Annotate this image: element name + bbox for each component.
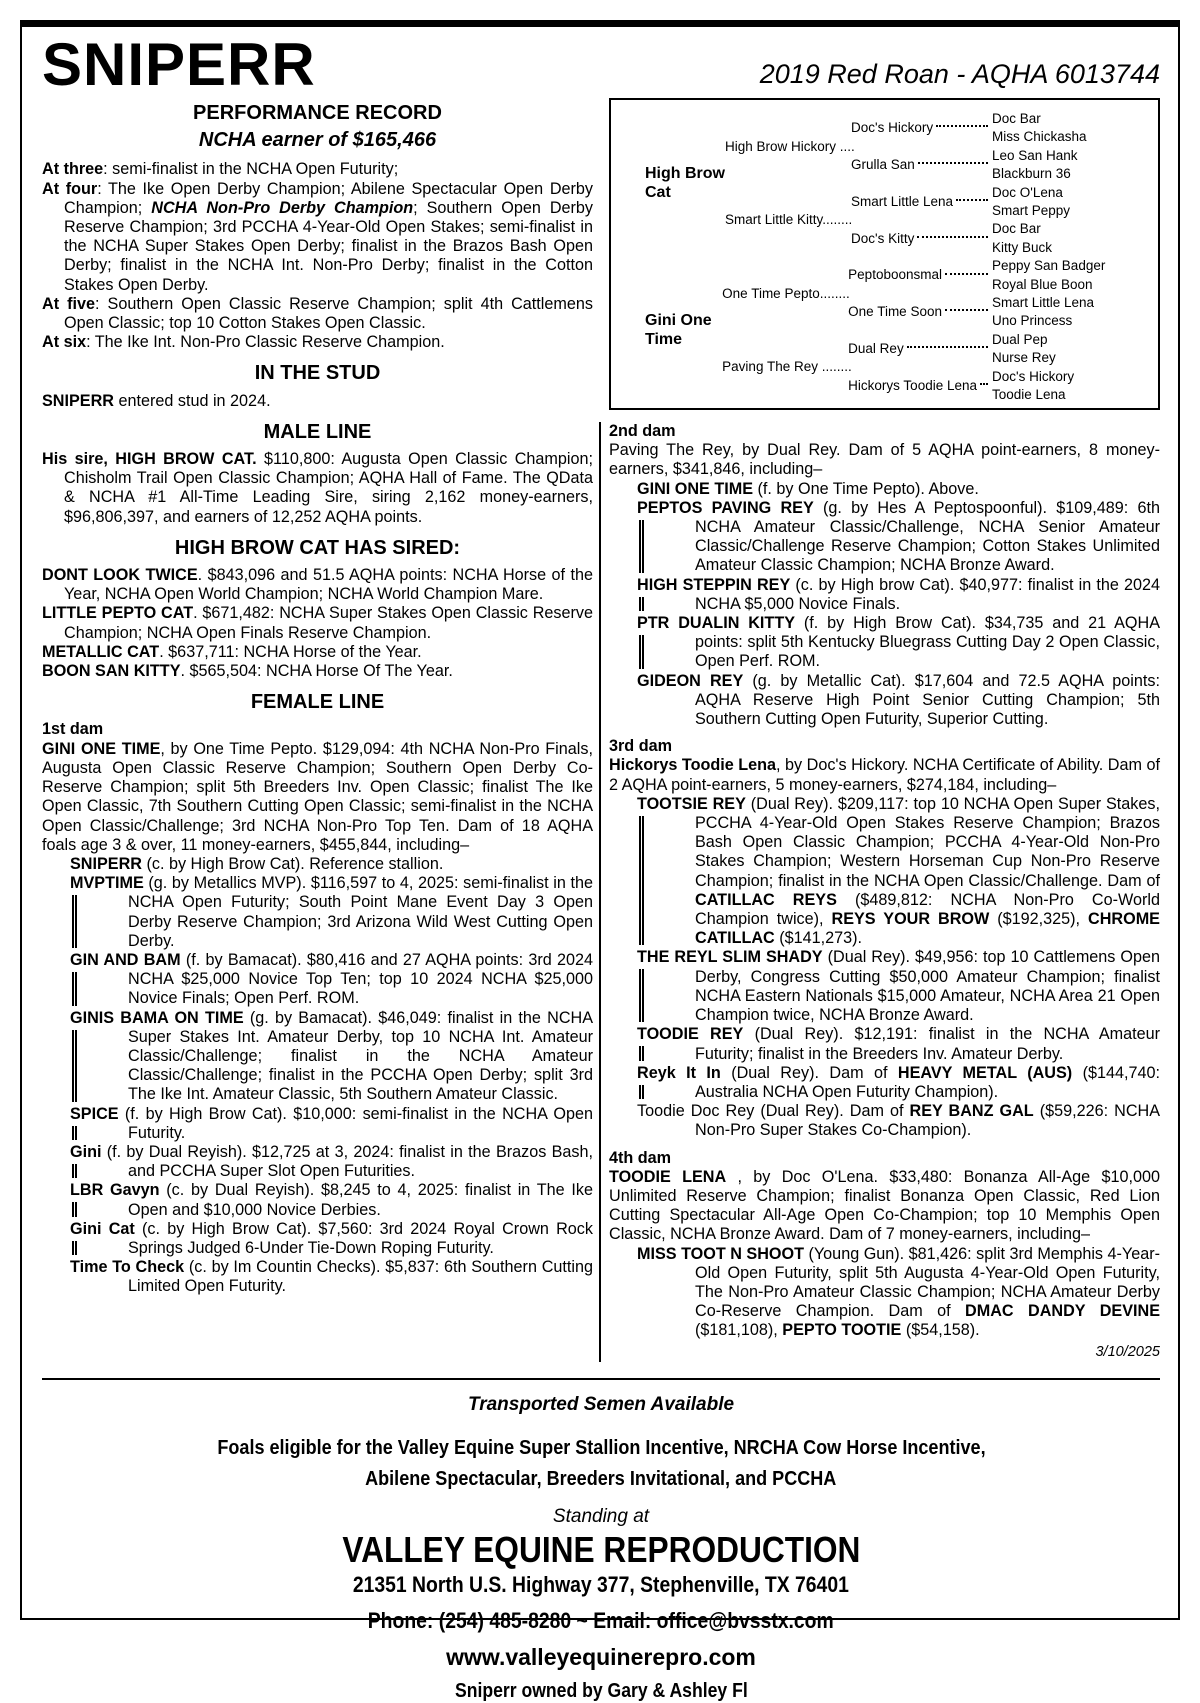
farm-address — [42, 1572, 1160, 1598]
pedigree-gen3-column — [848, 331, 1152, 405]
stud-text: SNIPERR entered stud in 2024. — [42, 391, 271, 410]
performance-heading: PERFORMANCE RECORD — [193, 102, 442, 124]
dam3-intro: Hickorys Toodie Lena, by Doc's Hickory. NCHA Certificate of Ability. Dam of 2 AQHA point-earners, 5 money-earners, $274,184, including– — [609, 756, 1160, 794]
footer — [42, 1394, 1160, 1703]
offspring-entry: Reyk It In (Dual Rey). Dam of HEAVY METAL (AUS) ($144,740: Australia NCHA Open Futurity Champion). — [609, 1064, 1160, 1102]
pedigree-name — [851, 220, 992, 257]
pedigree-gen3-block — [848, 331, 1152, 368]
pedigree-name: Miss Chickasha — [992, 129, 1087, 145]
performance-item: At four: The Ike Open Derby Champion; Abilene Spectacular Open Derby Champion; NCHA Non-Pro Derby Champion; Southern Open Derby Reserve Champion; 3rd PCCHA 4-Year-Old Open Stakes; semi-finalist in the NCHA Super Stakes Open Derby; finalist in the Brazos Bash Open Derby; finalist in the NCHA Int. Non-Pro Derby; finalist in the Cotton Stakes Open Derby. — [42, 179, 594, 294]
farm-address-text: 21351 North U.S. Highway 377, Stephenville, TX 76401 — [352, 1571, 850, 1597]
dam3-offspring — [609, 795, 1160, 1141]
offspring-entry: SPICE (f. by High Brow Cat). $10,000: semi-finalist in the NCHA Open Futurity. — [42, 1105, 593, 1143]
pedigree-gen3-block — [848, 294, 1152, 331]
pedigree-gen3-block — [851, 147, 1152, 184]
pedigree-name: Paving The Rey ........ — [722, 359, 852, 375]
pedigree-half — [617, 257, 1152, 404]
eligibility-line-2: Abilene Spectacular, Breeders Invitational, and PCCHA — [365, 1466, 837, 1490]
horse-subtitle: 2019 Red Roan - AQHA 6013744 — [759, 59, 1160, 89]
pedigree-name-text: Smart Little Lena — [851, 193, 954, 209]
pedigree-name: Smart Little Lena — [992, 295, 1095, 311]
dotted-leader — [907, 346, 988, 348]
dam4-offspring — [609, 1245, 1160, 1341]
pedigree-name: Doc O'Lena — [992, 184, 1063, 200]
male-line-text: His sire, HIGH BROW CAT. $110,800: Augusta Open Classic Champion; Chisholm Trail Open Classic Champion; AQHA Hall of Fame. The QData & NCHA #1 All-Time Leading Sire, siring 2,162 money-earners, $96,806,397, and earners of 12,252 AQHA points. — [42, 450, 594, 526]
pedigree-name-text: Doc's Hickory — [851, 120, 934, 136]
horse-name: SNIPERR — [42, 31, 316, 98]
offspring-entry: MVPTIME (g. by Metallics MVP). $116,597 to 4, 2025: semi-finalist in the NCHA Open Futurity; South Point Mane Event Day 3 Open Derby Reserve Champion; 3rd Arizona Wild West Cutting Open Derby. — [42, 874, 593, 951]
dam4-intro: TOODIE LENA , by Doc O'Lena. $33,480: Bonanza All-Age $10,000 Unlimited Reserve Champion; finalist Bonanza Open Classic, Red Lion Cutting Spectacular All-Age Open Co-Champion; top 10 Memphis Open Classic, NCHA Bronze Award. Dam of 7 money-earners, including– — [609, 1167, 1160, 1244]
right-column — [609, 98, 1160, 1362]
pedigree-gen3-block — [851, 220, 1152, 257]
offspring-entry: GINI ONE TIME (f. by One Time Pepto). Above. — [609, 480, 1160, 499]
pedigree-name: Dual Pep — [992, 331, 1048, 347]
offspring-entry: GIN AND BAM (f. by Bamacat). $80,416 and 27 AQHA points: 3rd 2024 NCHA $25,000 Novice Top Ten; top 10 2024 NCHA $25,000 Novice Finals; Open Perf. ROM. — [42, 951, 593, 1009]
pedigree-gen2-block — [722, 257, 1152, 331]
pedigree-name — [851, 184, 992, 221]
pedigree-name: Toodie Lena — [992, 387, 1066, 403]
offspring-entry: TOODIE REY (Dual Rey). $12,191: finalist in the NCHA Amateur Futurity; finalist in the Breeders Inv. Amateur Derby. — [609, 1025, 1160, 1063]
owner-line-cutoff — [42, 1680, 1160, 1703]
offspring-entry: SNIPERR (c. by High Brow Cat). Reference stallion. — [42, 855, 593, 874]
website: www.valleyequinerepro.com — [446, 1643, 756, 1670]
pedigree-name — [851, 147, 992, 184]
dam4-label: 4th dam — [609, 1148, 672, 1167]
pedigree-chart — [609, 98, 1160, 410]
pedigree-name: Royal Blue Boon — [992, 276, 1093, 292]
performance-item: At six: The Ike Int. Non-Pro Classic Reserve Champion. — [42, 333, 445, 352]
stud-heading: IN THE STUD — [254, 362, 381, 385]
offspring-entry: Toodie Doc Rey (Dual Rey). Dam of REY BANZ GAL ($59,226: NCHA Non-Pro Super Stakes Co-Champion). — [637, 1102, 1160, 1140]
pedigree-name-text: One Time Soon — [848, 304, 942, 320]
male-line-heading: MALE LINE — [263, 420, 372, 443]
offspring-entry: GIDEON REY (g. by Metallic Cat). $17,604 and 72.5 AQHA points: AQHA Reserve High Point Senior Cutting Champion; 5th Southern Cutting Open Futurity, Superior Cutting. — [637, 671, 1160, 729]
divider-rule — [42, 1378, 1160, 1380]
pedigree-name — [851, 110, 992, 147]
performance-item: At five: Southern Open Classic Reserve Champion; split 4th Cattlemens Open Classic; top 10 Cotton Stakes Open Classic. — [42, 294, 593, 333]
dotted-leader — [945, 309, 988, 311]
pedigree-name: One Time Pepto........ — [722, 285, 850, 301]
pedigree-name-text: Dual Rey — [848, 341, 904, 357]
pedigree-gen2-block — [725, 110, 1152, 184]
pedigree-name-text: Grulla San — [851, 157, 915, 173]
pedigree-name-text: Peptoboonsmal — [848, 267, 942, 283]
pedigree-gen4-column — [992, 220, 1152, 257]
offspring-entry: MISS TOOT N SHOOT (Young Gun). $81,426: split 3rd Memphis 4-Year-Old Open Futurity, split 5th Augusta 4-Year-Old Open Futurity, The Non-Pro Amateur Classic Champion; NCHA Amateur Derby Co-Reserve Champion. Dam of DMAC DANDY DEVINE ($181,108), PEPTO TOOTIE ($54,158). — [637, 1244, 1161, 1340]
dotted-leader — [980, 383, 988, 385]
pedigree-half — [617, 110, 1152, 257]
offspring-entry: Time To Check (c. by Im Countin Checks). $5,837: 6th Southern Cutting Limited Open Futurity. — [70, 1258, 593, 1296]
offspring-entry: LBR Gavyn (c. by Dual Reyish). $8,245 to 4, 2025: finalist in The Ike Open and $10,000 Novice Derbies. — [42, 1181, 593, 1219]
pedigree-gen3-block — [851, 184, 1152, 221]
pedigree-name: Doc's Hickory — [992, 368, 1075, 384]
sired-item: DONT LOOK TWICE. $843,096 and 51.5 AQHA points: NCHA Horse of the Year, NCHA Open World Champion; NCHA World Champion Mare. — [42, 566, 593, 604]
sired-item: METALLIC CAT. $637,711: NCHA Horse of the Year. — [42, 642, 422, 661]
dotted-leader — [936, 125, 988, 127]
pedigree-name — [848, 257, 992, 294]
performance-subheading: NCHA earner of $165,466 — [198, 129, 437, 152]
farm-name-text: VALLEY EQUINE REPRODUCTION — [341, 1528, 861, 1570]
sired-items — [42, 566, 593, 681]
dam1-label: 1st dam — [42, 720, 104, 739]
pedigree-name: Doc Bar — [992, 111, 1041, 126]
pedigree-name: Blackburn 36 — [992, 166, 1071, 182]
pedigree-gen2-column — [725, 110, 1152, 257]
pedigree-gen3-block — [848, 257, 1152, 294]
pedigree-name: Peppy San Badger — [992, 258, 1106, 274]
pedigree-name: Doc Bar — [992, 221, 1041, 237]
dam2-intro: Paving The Rey, by Dual Rey. Dam of 5 AQHA point-earners, 8 money-earners, $341,846, including– — [609, 441, 1160, 479]
pedigree-gen4-column — [992, 368, 1152, 405]
pedigree-gen4-column — [992, 184, 1152, 221]
sired-item: BOON SAN KITTY. $565,504: NCHA Horse Of The Year. — [42, 662, 453, 681]
eligibility-line-1: Foals eligible for the Valley Equine Super Stallion Incentive, NRCHA Cow Horse Incentive, — [216, 1435, 986, 1459]
pedigree-gen2-block — [725, 184, 1152, 258]
pedigree-gen3-column — [848, 257, 1152, 331]
pedigree-gen2-column — [722, 257, 1152, 404]
pedigree-name: Uno Princess — [992, 313, 1073, 329]
pedigree-gen4-column — [992, 110, 1152, 147]
pedigree-parent-name: High Brow Cat — [645, 165, 725, 201]
pedigree-name — [848, 368, 992, 405]
performance-item: At three: semi-finalist in the NCHA Open Futurity; — [42, 160, 399, 179]
pedigree-gen4-column — [992, 331, 1152, 368]
pedigree-gen3-column — [851, 184, 1152, 258]
offspring-entry: THE REYL SLIM SHADY (Dual Rey). $49,956: top 10 Cattlemens Open Derby, Congress Cutting $50,000 Amateur Champion; finalist NCHA Eastern Nationals $15,000 Amateur, NCHA Area 21 Open Champion twice, NCHA Bronze Award. — [609, 948, 1160, 1025]
pedigree-gen3-block — [851, 110, 1152, 147]
pedigree-name — [848, 294, 992, 331]
dam1-intro: GINI ONE TIME, by One Time Pepto. $129,094: 4th NCHA Non-Pro Finals, Augusta Open Classic Reserve Champion; Southern Open Derby Co-Reserve Champion; split 5th Breeders Inv. Open Classic; finalist The Ike Open Classic, 7th Southern Cutting Open Classic; semi-finalist in the NCHA Open Classic/Challenge; 3rd NCHA Non-Pro Top Ten. Dam of 18 AQHA foals age 3 & over, 11 money-earners, $455,844, including– — [42, 739, 593, 854]
dam1-offspring — [42, 855, 593, 1297]
pedigree-gen2-block — [722, 331, 1152, 405]
pedigree-gen3-column — [851, 110, 1152, 184]
pedigree-parent-name: Gini One Time — [645, 312, 712, 348]
offspring-entry: HIGH STEPPIN REY (c. by High brow Cat). $40,977: finalist in the 2024 NCHA $5,000 Novice Finals. — [609, 576, 1160, 614]
dam3-label: 3rd dam — [609, 737, 672, 756]
offspring-entry: TOOTSIE REY (Dual Rey). $209,117: top 10 NCHA Open Super Stakes, PCCHA 4-Year-Old Open Stakes Reserve Champion; Brazos Bash Open Classic Champion; PCCHA 4-Year-Old Non-Pro Stakes Champion; Western Horseman Cup Non-Pro Reserve Champion; finalist in the NCHA Open Classic/Challenge. Dam of CATILLAC REYS ($489,812: NCHA Non-Pro Co-World Champion twice), REYS YOUR BROW ($192,325), CHROME CATILLAC ($141,273). — [609, 795, 1160, 949]
pedigree-name-text: Doc's Kitty — [851, 230, 915, 246]
pedigree-name: Nurse Rey — [992, 350, 1056, 366]
foal-eligibility — [42, 1432, 1160, 1494]
pedigree-name: Kitty Buck — [992, 239, 1053, 255]
offspring-entry: PEPTOS PAVING REY (g. by Hes A Peptospoonful). $109,489: 6th NCHA Amateur Classic/Challenge, NCHA Senior Amateur Classic/Challenge Reserve Champion; Cotton Stakes Unlimited Amateur Classic Champion; NCHA Bronze Award. — [609, 499, 1160, 576]
dam-sections — [599, 422, 1160, 1362]
two-column-body — [42, 98, 1160, 1362]
left-column — [42, 98, 593, 1297]
dam2-label: 2nd dam — [609, 422, 676, 440]
pedigree-name-text: Hickorys Toodie Lena — [848, 377, 977, 393]
pedigree-name: Smart Peppy — [992, 203, 1071, 219]
dotted-leader — [918, 162, 988, 164]
dotted-leader — [945, 273, 988, 275]
contact-line-text: Phone: (254) 485-8280 ~ Email: office@bvsstx.com — [368, 1607, 834, 1633]
farm-name — [42, 1530, 1160, 1570]
dotted-leader — [956, 199, 988, 201]
owner-line-text: Sniperr owned by Gary & Ashley Fl — [454, 1679, 748, 1702]
dam2-offspring — [609, 480, 1160, 730]
pedigree-gen4-column — [992, 294, 1152, 331]
pedigree-name: Leo San Hank — [992, 147, 1078, 163]
sired-heading: HIGH BROW CAT HAS SIRED: — [174, 536, 461, 559]
offspring-entry: Gini Cat (c. by High Brow Cat). $7,560: 3rd 2024 Royal Crown Rock Springs Judged 6-Under Tie-Down Roping Futurity. — [42, 1220, 593, 1258]
sired-item: LITTLE PEPTO CAT. $671,482: NCHA Super Stakes Open Classic Reserve Champion; NCHA Open Finals Reserve Champion. — [42, 604, 593, 642]
page-header — [42, 31, 1160, 98]
print-date: 3/10/2025 — [1095, 1343, 1160, 1360]
female-line-heading: FEMALE LINE — [250, 691, 385, 714]
semen-availability: Transported Semen Available — [467, 1393, 735, 1415]
pedigree-name — [848, 331, 992, 368]
offspring-entry: GINIS BAMA ON TIME (g. by Bamacat). $46,049: finalist in the NCHA Super Stakes Int. Amateur Derby, top 10 NCHA Int. Amateur Classic/Challenge; finalist in the NCHA Amateur Classic/Challenge; finalist in the PCCHA Open Derby; split 3rd The Ike Int. Amateur Classic, 5th Southern Amateur Classic. — [42, 1009, 593, 1105]
pedigree-gen3-block — [848, 368, 1152, 405]
offspring-entry: Gini (f. by Dual Reyish). $12,725 at 3, 2024: finalist in the Brazos Bash, and PCCHA Super Slot Open Futurities. — [42, 1143, 593, 1181]
pedigree-name: High Brow Hickory .... — [725, 138, 855, 154]
dotted-leader — [917, 236, 988, 238]
offspring-entry: PTR DUALIN KITTY (f. by High Brow Cat). $34,735 and 21 AQHA points: split 5th Kentucky Bluegrass Cutting Day 2 Open Classic, Open Perf. ROM. — [609, 614, 1160, 672]
stallion-ad-page — [42, 32, 1160, 1703]
pedigree-gen4-column — [992, 147, 1152, 184]
pedigree-gen4-column — [992, 257, 1152, 294]
standing-at: Standing at — [552, 1505, 650, 1527]
contact-line — [42, 1608, 1160, 1634]
pedigree-name: Smart Little Kitty........ — [725, 212, 853, 228]
performance-items — [42, 160, 593, 352]
